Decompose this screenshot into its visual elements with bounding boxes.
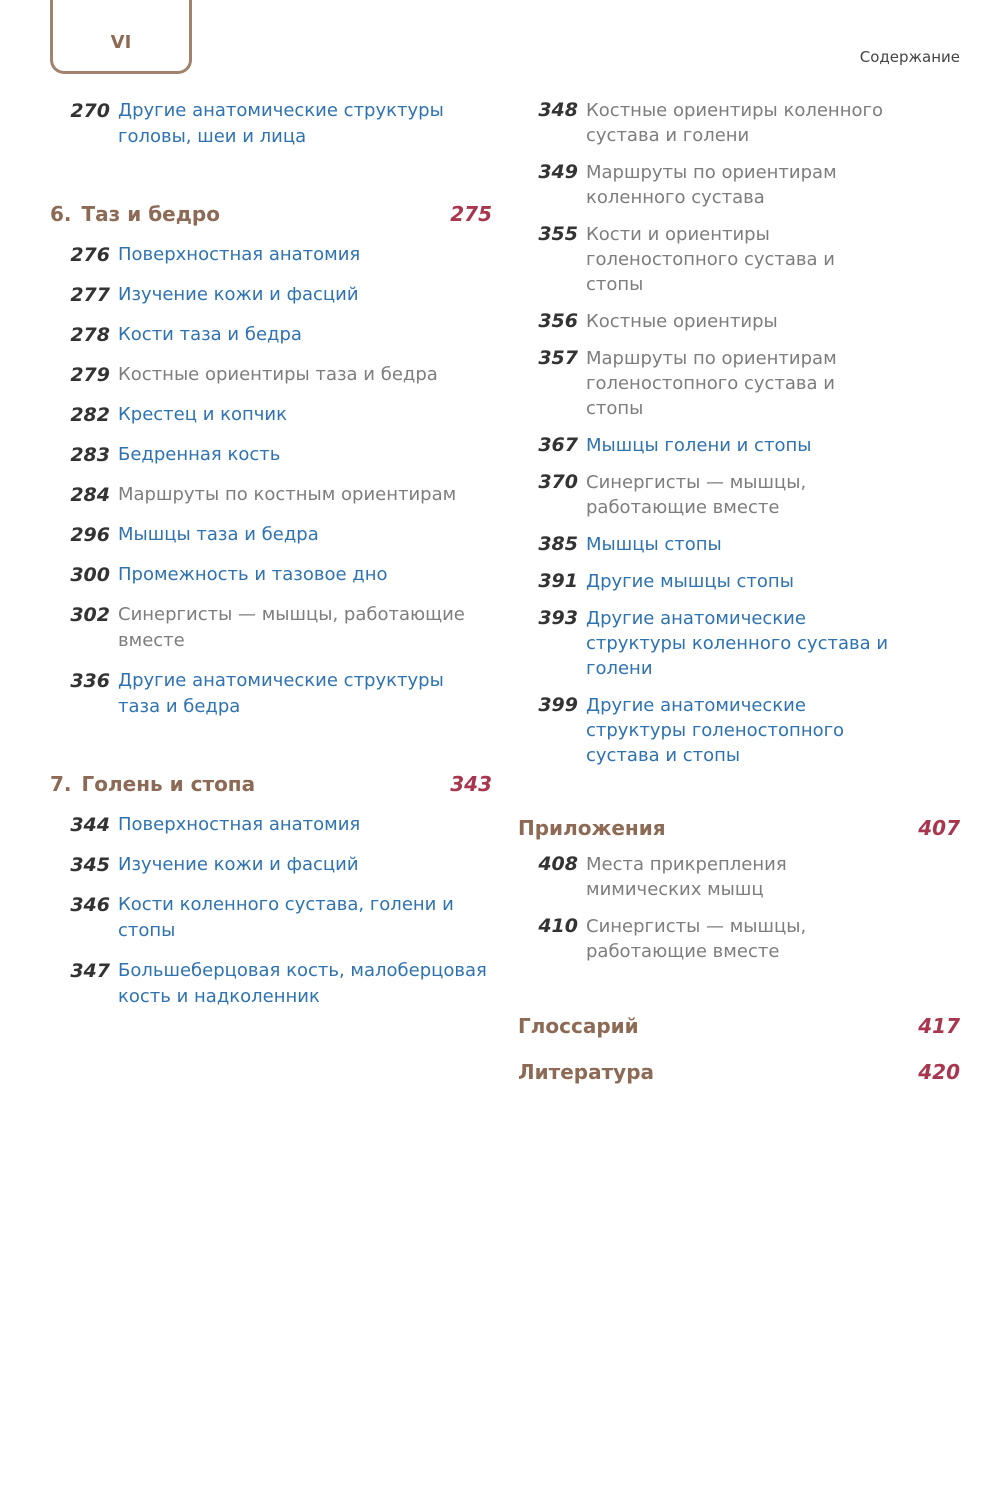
chapter-title: Таз и бедро xyxy=(81,202,220,226)
entry-title: Синергисты — мышцы, работающие вместе xyxy=(586,472,807,518)
right-column xyxy=(518,98,960,1084)
entry-page: 277 xyxy=(70,284,110,306)
chapter-number: 6. xyxy=(50,202,72,226)
appendix-entries xyxy=(518,852,960,964)
toc-entry[interactable] xyxy=(518,98,960,148)
chapter-title: Голень и стопа xyxy=(81,772,256,796)
entry-page: 408 xyxy=(538,853,578,875)
entry-title: Бедренная кость xyxy=(118,444,281,465)
toc-entry[interactable] xyxy=(518,470,960,520)
toc-entry[interactable] xyxy=(518,852,960,902)
chapter-6-heading[interactable] xyxy=(50,202,492,226)
toc-entry[interactable] xyxy=(518,606,960,681)
toc-entry[interactable] xyxy=(50,668,496,720)
entry-title: Другие анатомические структуры головы, шеи и лица xyxy=(118,100,444,147)
entry-page: 283 xyxy=(70,444,110,466)
entry-title: Другие мышцы стопы xyxy=(586,571,794,592)
glossary-page: 417 xyxy=(918,1014,960,1038)
entry-page: 391 xyxy=(538,570,578,592)
entry-title: Поверхностная анатомия xyxy=(118,814,361,835)
toc-entry[interactable] xyxy=(50,322,496,348)
entry-title: Изучение кожи и фасций xyxy=(118,284,359,305)
toc-entry[interactable] xyxy=(50,442,496,468)
entry-title: Маршруты по ориентирам голеностопного сустава и стопы xyxy=(586,348,837,419)
entry-page: 276 xyxy=(70,244,110,266)
entry-title: Промежность и тазовое дно xyxy=(118,564,388,585)
entry-title: Поверхностная анатомия xyxy=(118,244,361,265)
entry-title: Синергисты — мышцы, работающие вместе xyxy=(586,916,807,962)
entry-page: 336 xyxy=(70,670,110,692)
entry-page: 278 xyxy=(70,324,110,346)
entry-title: Кости таза и бедра xyxy=(118,324,302,345)
page-number: VI xyxy=(110,32,132,53)
entry-title: Маршруты по ориентирам коленного сустава xyxy=(586,162,837,208)
entry-page: 385 xyxy=(538,533,578,555)
entry-title: Мышцы голени и стопы xyxy=(586,435,812,456)
entry-title: Маршруты по костным ориентирам xyxy=(118,484,457,505)
entry-page: 300 xyxy=(70,564,110,586)
entry-page: 393 xyxy=(538,607,578,629)
toc-entry[interactable] xyxy=(50,562,496,588)
toc-entry[interactable] xyxy=(518,160,960,210)
entry-title: Костные ориентиры коленного сустава и голени xyxy=(586,100,883,146)
entry-title: Кости коленного сустава, голени и стопы xyxy=(118,894,454,941)
toc-entry[interactable] xyxy=(50,362,496,388)
toc-entry[interactable] xyxy=(50,282,496,308)
glossary-heading[interactable] xyxy=(518,1014,960,1038)
toc-entry[interactable] xyxy=(50,242,496,268)
appendix-title: Приложения xyxy=(518,816,666,840)
chapter-page: 343 xyxy=(450,772,492,796)
appendix-page: 407 xyxy=(918,816,960,840)
glossary-title: Глоссарий xyxy=(518,1014,639,1038)
toc-entry[interactable] xyxy=(518,532,960,557)
literature-heading[interactable] xyxy=(518,1060,960,1084)
entry-page: 346 xyxy=(70,894,110,916)
entry-title: Изучение кожи и фасций xyxy=(118,854,359,875)
chapter-7-entries xyxy=(50,812,496,1010)
toc-entry[interactable] xyxy=(518,569,960,594)
entry-page: 344 xyxy=(70,814,110,836)
right-entries xyxy=(518,98,960,768)
entry-page: 348 xyxy=(538,99,578,121)
entry-title: Синергисты — мышцы, работающие вместе xyxy=(118,604,465,651)
appendix-heading[interactable] xyxy=(518,816,960,840)
entry-page: 302 xyxy=(70,604,110,626)
entry-title: Костные ориентиры таза и бедра xyxy=(118,364,438,385)
entry-title: Места прикрепления мимических мышц xyxy=(586,854,787,900)
toc-entry[interactable] xyxy=(50,602,496,654)
toc-entry[interactable] xyxy=(50,522,496,548)
page-number-tab xyxy=(50,0,192,74)
toc-entry[interactable] xyxy=(50,482,496,508)
entry-page: 410 xyxy=(538,915,578,937)
chapter-6-entries xyxy=(50,242,496,720)
entry-page: 345 xyxy=(70,854,110,876)
entry-page: 356 xyxy=(538,310,578,332)
toc-entry[interactable] xyxy=(50,958,496,1010)
entry-title: Мышцы таза и бедра xyxy=(118,524,319,545)
toc-entry[interactable] xyxy=(50,98,496,150)
entry-page: 284 xyxy=(70,484,110,506)
running-head: Содержание xyxy=(859,48,960,66)
toc-entry[interactable] xyxy=(50,812,496,838)
entry-page: 370 xyxy=(538,471,578,493)
entry-page: 355 xyxy=(538,223,578,245)
entry-title: Кости и ориентиры голеностопного сустава и стопы xyxy=(586,224,835,295)
entry-title: Мышцы стопы xyxy=(586,534,722,555)
entry-page: 347 xyxy=(70,960,110,982)
entry-page: 296 xyxy=(70,524,110,546)
literature-page: 420 xyxy=(918,1060,960,1084)
entry-page: 282 xyxy=(70,404,110,426)
toc-entry[interactable] xyxy=(50,402,496,428)
entry-title: Крестец и копчик xyxy=(118,404,287,425)
entry-page: 399 xyxy=(538,694,578,716)
entry-title: Другие анатомические структуры голеностопного сустава и стопы xyxy=(586,695,845,766)
chapter-page: 275 xyxy=(450,202,492,226)
entry-title: Другие анатомические структуры таза и бедра xyxy=(118,670,444,717)
entry-page: 270 xyxy=(70,100,110,122)
entry-page: 367 xyxy=(538,434,578,456)
left-column xyxy=(50,98,496,1024)
toc-entry[interactable] xyxy=(518,433,960,458)
chapter-7-heading[interactable] xyxy=(50,772,492,796)
literature-title: Литература xyxy=(518,1060,655,1084)
chapter-number: 7. xyxy=(50,772,72,796)
entry-page: 279 xyxy=(70,364,110,386)
entry-title: Костные ориентиры xyxy=(586,311,778,332)
toc-entry[interactable] xyxy=(518,222,960,297)
toc-entry[interactable] xyxy=(50,852,496,878)
toc-entry[interactable] xyxy=(518,346,960,421)
entry-page: 349 xyxy=(538,161,578,183)
toc-entry[interactable] xyxy=(518,914,960,964)
entry-title: Другие анатомические структуры коленного сустава и голени xyxy=(586,608,889,679)
toc-entry[interactable] xyxy=(518,309,960,334)
toc-entry[interactable] xyxy=(518,693,960,768)
entry-page: 357 xyxy=(538,347,578,369)
entry-title: Большеберцовая кость, малоберцовая кость и надколенник xyxy=(118,960,487,1007)
toc-entry[interactable] xyxy=(50,892,496,944)
